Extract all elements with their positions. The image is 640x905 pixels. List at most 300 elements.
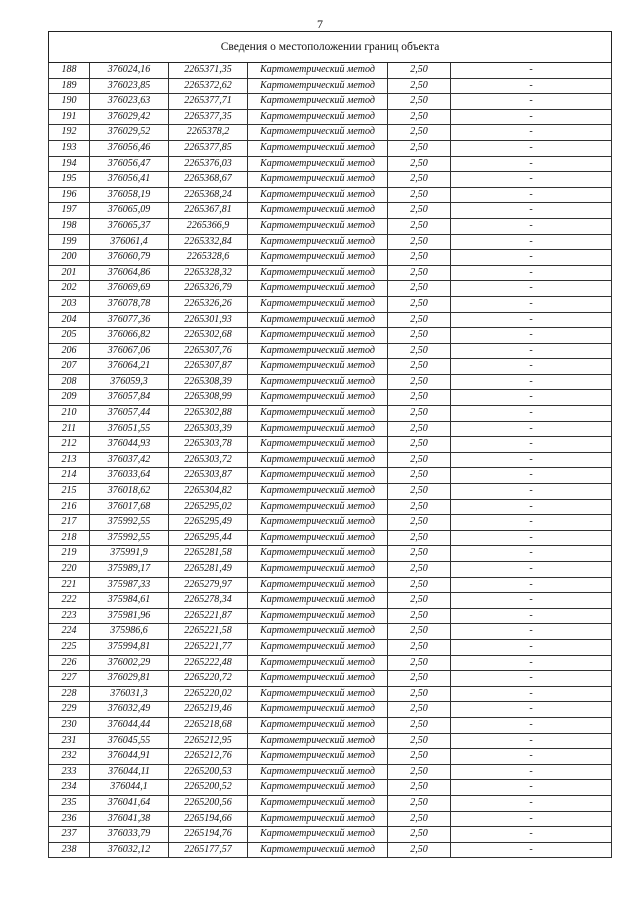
y-coordinate-cell: 2265222,48 bbox=[169, 655, 248, 671]
method-cell: Картометрический метод bbox=[248, 764, 388, 780]
accuracy-cell: 2,50 bbox=[388, 421, 451, 437]
table-row bbox=[49, 639, 612, 655]
description-cell: - bbox=[451, 655, 612, 671]
x-coordinate-cell: 376064,86 bbox=[90, 265, 169, 281]
method-cell: Картометрический метод bbox=[248, 359, 388, 375]
method-cell: Картометрический метод bbox=[248, 296, 388, 312]
accuracy-cell: 2,50 bbox=[388, 437, 451, 453]
y-coordinate-cell: 2265368,24 bbox=[169, 187, 248, 203]
point-number-cell: 211 bbox=[49, 421, 90, 437]
y-coordinate-cell: 2265367,81 bbox=[169, 203, 248, 219]
table-row bbox=[49, 296, 612, 312]
method-cell: Картометрический метод bbox=[248, 187, 388, 203]
table-row bbox=[49, 406, 612, 422]
y-coordinate-cell: 2265279,97 bbox=[169, 577, 248, 593]
point-number-cell: 205 bbox=[49, 328, 90, 344]
boundary-table bbox=[48, 31, 612, 858]
x-coordinate-cell: 376002,29 bbox=[90, 655, 169, 671]
point-number-cell: 212 bbox=[49, 437, 90, 453]
description-cell: - bbox=[451, 530, 612, 546]
accuracy-cell: 2,50 bbox=[388, 94, 451, 110]
description-cell: - bbox=[451, 187, 612, 203]
table-row bbox=[49, 546, 612, 562]
point-number-cell: 229 bbox=[49, 702, 90, 718]
method-cell: Картометрический метод bbox=[248, 780, 388, 796]
method-cell: Картометрический метод bbox=[248, 515, 388, 531]
x-coordinate-cell: 376064,21 bbox=[90, 359, 169, 375]
method-cell: Картометрический метод bbox=[248, 842, 388, 858]
x-coordinate-cell: 376056,41 bbox=[90, 172, 169, 188]
point-number-cell: 225 bbox=[49, 639, 90, 655]
description-cell: - bbox=[451, 78, 612, 94]
description-cell: - bbox=[451, 562, 612, 578]
description-cell: - bbox=[451, 515, 612, 531]
accuracy-cell: 2,50 bbox=[388, 671, 451, 687]
table-row bbox=[49, 234, 612, 250]
accuracy-cell: 2,50 bbox=[388, 811, 451, 827]
y-coordinate-cell: 2265307,76 bbox=[169, 343, 248, 359]
description-cell: - bbox=[451, 156, 612, 172]
accuracy-cell: 2,50 bbox=[388, 593, 451, 609]
y-coordinate-cell: 2265303,78 bbox=[169, 437, 248, 453]
y-coordinate-cell: 2265308,99 bbox=[169, 390, 248, 406]
description-cell: - bbox=[451, 827, 612, 843]
table-row bbox=[49, 499, 612, 515]
accuracy-cell: 2,50 bbox=[388, 63, 451, 79]
y-coordinate-cell: 2265304,82 bbox=[169, 484, 248, 500]
accuracy-cell: 2,50 bbox=[388, 218, 451, 234]
accuracy-cell: 2,50 bbox=[388, 686, 451, 702]
y-coordinate-cell: 2265212,95 bbox=[169, 733, 248, 749]
method-cell: Картометрический метод bbox=[248, 624, 388, 640]
point-number-cell: 189 bbox=[49, 78, 90, 94]
point-number-cell: 191 bbox=[49, 109, 90, 125]
accuracy-cell: 2,50 bbox=[388, 530, 451, 546]
method-cell: Картометрический метод bbox=[248, 172, 388, 188]
y-coordinate-cell: 2265281,58 bbox=[169, 546, 248, 562]
x-coordinate-cell: 376056,46 bbox=[90, 140, 169, 156]
accuracy-cell: 2,50 bbox=[388, 499, 451, 515]
y-coordinate-cell: 2265366,9 bbox=[169, 218, 248, 234]
y-coordinate-cell: 2265278,34 bbox=[169, 593, 248, 609]
accuracy-cell: 2,50 bbox=[388, 639, 451, 655]
accuracy-cell: 2,50 bbox=[388, 562, 451, 578]
method-cell: Картометрический метод bbox=[248, 156, 388, 172]
method-cell: Картометрический метод bbox=[248, 452, 388, 468]
point-number-cell: 214 bbox=[49, 468, 90, 484]
method-cell: Картометрический метод bbox=[248, 562, 388, 578]
description-cell: - bbox=[451, 359, 612, 375]
table-row bbox=[49, 484, 612, 500]
description-cell: - bbox=[451, 811, 612, 827]
y-coordinate-cell: 2265328,6 bbox=[169, 250, 248, 266]
accuracy-cell: 2,50 bbox=[388, 296, 451, 312]
x-coordinate-cell: 375994,81 bbox=[90, 639, 169, 655]
x-coordinate-cell: 376041,38 bbox=[90, 811, 169, 827]
point-number-cell: 201 bbox=[49, 265, 90, 281]
description-cell: - bbox=[451, 484, 612, 500]
x-coordinate-cell: 376023,85 bbox=[90, 78, 169, 94]
accuracy-cell: 2,50 bbox=[388, 717, 451, 733]
accuracy-cell: 2,50 bbox=[388, 842, 451, 858]
accuracy-cell: 2,50 bbox=[388, 234, 451, 250]
description-cell: - bbox=[451, 780, 612, 796]
accuracy-cell: 2,50 bbox=[388, 733, 451, 749]
method-cell: Картометрический метод bbox=[248, 499, 388, 515]
table-row bbox=[49, 530, 612, 546]
accuracy-cell: 2,50 bbox=[388, 406, 451, 422]
accuracy-cell: 2,50 bbox=[388, 827, 451, 843]
table-row bbox=[49, 795, 612, 811]
method-cell: Картометрический метод bbox=[248, 546, 388, 562]
method-cell: Картометрический метод bbox=[248, 234, 388, 250]
y-coordinate-cell: 2265177,57 bbox=[169, 842, 248, 858]
table-row bbox=[49, 390, 612, 406]
description-cell: - bbox=[451, 94, 612, 110]
method-cell: Картометрический метод bbox=[248, 702, 388, 718]
point-number-cell: 199 bbox=[49, 234, 90, 250]
y-coordinate-cell: 2265302,88 bbox=[169, 406, 248, 422]
description-cell: - bbox=[451, 125, 612, 141]
y-coordinate-cell: 2265281,49 bbox=[169, 562, 248, 578]
point-number-cell: 203 bbox=[49, 296, 90, 312]
y-coordinate-cell: 2265368,67 bbox=[169, 172, 248, 188]
accuracy-cell: 2,50 bbox=[388, 468, 451, 484]
y-coordinate-cell: 2265221,87 bbox=[169, 608, 248, 624]
x-coordinate-cell: 375989,17 bbox=[90, 562, 169, 578]
method-cell: Картометрический метод bbox=[248, 577, 388, 593]
accuracy-cell: 2,50 bbox=[388, 265, 451, 281]
x-coordinate-cell: 376023,63 bbox=[90, 94, 169, 110]
accuracy-cell: 2,50 bbox=[388, 515, 451, 531]
description-cell: - bbox=[451, 437, 612, 453]
method-cell: Картометрический метод bbox=[248, 78, 388, 94]
method-cell: Картометрический метод bbox=[248, 795, 388, 811]
point-number-cell: 206 bbox=[49, 343, 90, 359]
method-cell: Картометрический метод bbox=[248, 733, 388, 749]
table-row bbox=[49, 156, 612, 172]
point-number-cell: 200 bbox=[49, 250, 90, 266]
x-coordinate-cell: 375984,61 bbox=[90, 593, 169, 609]
accuracy-cell: 2,50 bbox=[388, 702, 451, 718]
point-number-cell: 192 bbox=[49, 125, 90, 141]
method-cell: Картометрический метод bbox=[248, 717, 388, 733]
point-number-cell: 220 bbox=[49, 562, 90, 578]
table-row bbox=[49, 608, 612, 624]
point-number-cell: 224 bbox=[49, 624, 90, 640]
table-body bbox=[49, 63, 612, 858]
accuracy-cell: 2,50 bbox=[388, 546, 451, 562]
point-number-cell: 216 bbox=[49, 499, 90, 515]
table-row bbox=[49, 421, 612, 437]
table-row bbox=[49, 702, 612, 718]
accuracy-cell: 2,50 bbox=[388, 577, 451, 593]
x-coordinate-cell: 376065,37 bbox=[90, 218, 169, 234]
x-coordinate-cell: 376057,44 bbox=[90, 406, 169, 422]
table-row bbox=[49, 452, 612, 468]
accuracy-cell: 2,50 bbox=[388, 374, 451, 390]
table-title: Сведения о местоположении границ объекта bbox=[49, 32, 612, 63]
method-cell: Картометрический метод bbox=[248, 203, 388, 219]
table-row bbox=[49, 78, 612, 94]
method-cell: Картометрический метод bbox=[248, 749, 388, 765]
table-row bbox=[49, 172, 612, 188]
table-row bbox=[49, 655, 612, 671]
description-cell: - bbox=[451, 296, 612, 312]
y-coordinate-cell: 2265307,87 bbox=[169, 359, 248, 375]
method-cell: Картометрический метод bbox=[248, 140, 388, 156]
y-coordinate-cell: 2265308,39 bbox=[169, 374, 248, 390]
description-cell: - bbox=[451, 639, 612, 655]
point-number-cell: 235 bbox=[49, 795, 90, 811]
y-coordinate-cell: 2265326,26 bbox=[169, 296, 248, 312]
accuracy-cell: 2,50 bbox=[388, 608, 451, 624]
table-row bbox=[49, 780, 612, 796]
x-coordinate-cell: 376078,78 bbox=[90, 296, 169, 312]
method-cell: Картометрический метод bbox=[248, 671, 388, 687]
x-coordinate-cell: 376059,3 bbox=[90, 374, 169, 390]
table-row bbox=[49, 281, 612, 297]
table-row bbox=[49, 733, 612, 749]
table-row bbox=[49, 109, 612, 125]
accuracy-cell: 2,50 bbox=[388, 125, 451, 141]
description-cell: - bbox=[451, 795, 612, 811]
description-cell: - bbox=[451, 671, 612, 687]
table-row bbox=[49, 94, 612, 110]
x-coordinate-cell: 376044,91 bbox=[90, 749, 169, 765]
point-number-cell: 195 bbox=[49, 172, 90, 188]
point-number-cell: 204 bbox=[49, 312, 90, 328]
method-cell: Картометрический метод bbox=[248, 265, 388, 281]
x-coordinate-cell: 376060,79 bbox=[90, 250, 169, 266]
point-number-cell: 197 bbox=[49, 203, 90, 219]
x-coordinate-cell: 376032,12 bbox=[90, 842, 169, 858]
description-cell: - bbox=[451, 406, 612, 422]
accuracy-cell: 2,50 bbox=[388, 187, 451, 203]
method-cell: Картометрический метод bbox=[248, 374, 388, 390]
accuracy-cell: 2,50 bbox=[388, 795, 451, 811]
y-coordinate-cell: 2265371,35 bbox=[169, 63, 248, 79]
description-cell: - bbox=[451, 717, 612, 733]
y-coordinate-cell: 2265295,49 bbox=[169, 515, 248, 531]
method-cell: Картометрический метод bbox=[248, 593, 388, 609]
method-cell: Картометрический метод bbox=[248, 281, 388, 297]
description-cell: - bbox=[451, 218, 612, 234]
description-cell: - bbox=[451, 608, 612, 624]
accuracy-cell: 2,50 bbox=[388, 312, 451, 328]
accuracy-cell: 2,50 bbox=[388, 780, 451, 796]
x-coordinate-cell: 376065,09 bbox=[90, 203, 169, 219]
description-cell: - bbox=[451, 140, 612, 156]
table-row bbox=[49, 749, 612, 765]
point-number-cell: 215 bbox=[49, 484, 90, 500]
method-cell: Картометрический метод bbox=[248, 312, 388, 328]
table-row bbox=[49, 671, 612, 687]
description-cell: - bbox=[451, 281, 612, 297]
accuracy-cell: 2,50 bbox=[388, 484, 451, 500]
point-number-cell: 222 bbox=[49, 593, 90, 609]
table-row bbox=[49, 250, 612, 266]
x-coordinate-cell: 376066,82 bbox=[90, 328, 169, 344]
y-coordinate-cell: 2265200,53 bbox=[169, 764, 248, 780]
point-number-cell: 207 bbox=[49, 359, 90, 375]
table-row bbox=[49, 764, 612, 780]
x-coordinate-cell: 376044,93 bbox=[90, 437, 169, 453]
method-cell: Картометрический метод bbox=[248, 421, 388, 437]
table-row bbox=[49, 593, 612, 609]
accuracy-cell: 2,50 bbox=[388, 624, 451, 640]
point-number-cell: 218 bbox=[49, 530, 90, 546]
point-number-cell: 217 bbox=[49, 515, 90, 531]
point-number-cell: 223 bbox=[49, 608, 90, 624]
x-coordinate-cell: 376029,81 bbox=[90, 671, 169, 687]
y-coordinate-cell: 2265220,72 bbox=[169, 671, 248, 687]
y-coordinate-cell: 2265376,03 bbox=[169, 156, 248, 172]
x-coordinate-cell: 376077,36 bbox=[90, 312, 169, 328]
accuracy-cell: 2,50 bbox=[388, 281, 451, 297]
page-number: 7 bbox=[317, 17, 323, 31]
y-coordinate-cell: 2265377,71 bbox=[169, 94, 248, 110]
table-row bbox=[49, 562, 612, 578]
y-coordinate-cell: 2265303,39 bbox=[169, 421, 248, 437]
x-coordinate-cell: 376041,64 bbox=[90, 795, 169, 811]
point-number-cell: 232 bbox=[49, 749, 90, 765]
accuracy-cell: 2,50 bbox=[388, 764, 451, 780]
y-coordinate-cell: 2265377,35 bbox=[169, 109, 248, 125]
method-cell: Картометрический метод bbox=[248, 437, 388, 453]
accuracy-cell: 2,50 bbox=[388, 655, 451, 671]
point-number-cell: 194 bbox=[49, 156, 90, 172]
description-cell: - bbox=[451, 764, 612, 780]
method-cell: Картометрический метод bbox=[248, 827, 388, 843]
description-cell: - bbox=[451, 312, 612, 328]
description-cell: - bbox=[451, 343, 612, 359]
point-number-cell: 227 bbox=[49, 671, 90, 687]
accuracy-cell: 2,50 bbox=[388, 172, 451, 188]
table-row bbox=[49, 140, 612, 156]
y-coordinate-cell: 2265200,52 bbox=[169, 780, 248, 796]
accuracy-cell: 2,50 bbox=[388, 250, 451, 266]
x-coordinate-cell: 376045,55 bbox=[90, 733, 169, 749]
table-row bbox=[49, 359, 612, 375]
method-cell: Картометрический метод bbox=[248, 109, 388, 125]
point-number-cell: 213 bbox=[49, 452, 90, 468]
description-cell: - bbox=[451, 250, 612, 266]
x-coordinate-cell: 376033,64 bbox=[90, 468, 169, 484]
point-number-cell: 208 bbox=[49, 374, 90, 390]
x-coordinate-cell: 376057,84 bbox=[90, 390, 169, 406]
y-coordinate-cell: 2265212,76 bbox=[169, 749, 248, 765]
table-row bbox=[49, 218, 612, 234]
method-cell: Картометрический метод bbox=[248, 63, 388, 79]
method-cell: Картометрический метод bbox=[248, 655, 388, 671]
point-number-cell: 233 bbox=[49, 764, 90, 780]
method-cell: Картометрический метод bbox=[248, 328, 388, 344]
point-number-cell: 209 bbox=[49, 390, 90, 406]
method-cell: Картометрический метод bbox=[248, 390, 388, 406]
x-coordinate-cell: 376051,55 bbox=[90, 421, 169, 437]
description-cell: - bbox=[451, 328, 612, 344]
y-coordinate-cell: 2265378,2 bbox=[169, 125, 248, 141]
point-number-cell: 202 bbox=[49, 281, 90, 297]
x-coordinate-cell: 375992,55 bbox=[90, 530, 169, 546]
accuracy-cell: 2,50 bbox=[388, 359, 451, 375]
x-coordinate-cell: 376024,16 bbox=[90, 63, 169, 79]
x-coordinate-cell: 376033,79 bbox=[90, 827, 169, 843]
accuracy-cell: 2,50 bbox=[388, 156, 451, 172]
y-coordinate-cell: 2265302,68 bbox=[169, 328, 248, 344]
description-cell: - bbox=[451, 109, 612, 125]
table-row bbox=[49, 63, 612, 79]
x-coordinate-cell: 376017,68 bbox=[90, 499, 169, 515]
table-row bbox=[49, 577, 612, 593]
description-cell: - bbox=[451, 203, 612, 219]
point-number-cell: 198 bbox=[49, 218, 90, 234]
point-number-cell: 210 bbox=[49, 406, 90, 422]
y-coordinate-cell: 2265326,79 bbox=[169, 281, 248, 297]
table-row bbox=[49, 343, 612, 359]
x-coordinate-cell: 376067,06 bbox=[90, 343, 169, 359]
table-row bbox=[49, 827, 612, 843]
table-row bbox=[49, 624, 612, 640]
accuracy-cell: 2,50 bbox=[388, 452, 451, 468]
table-row bbox=[49, 686, 612, 702]
point-number-cell: 237 bbox=[49, 827, 90, 843]
y-coordinate-cell: 2265303,87 bbox=[169, 468, 248, 484]
y-coordinate-cell: 2265372,62 bbox=[169, 78, 248, 94]
x-coordinate-cell: 376069,69 bbox=[90, 281, 169, 297]
x-coordinate-cell: 375992,55 bbox=[90, 515, 169, 531]
table-row bbox=[49, 203, 612, 219]
point-number-cell: 234 bbox=[49, 780, 90, 796]
method-cell: Картометрический метод bbox=[248, 125, 388, 141]
accuracy-cell: 2,50 bbox=[388, 140, 451, 156]
point-number-cell: 231 bbox=[49, 733, 90, 749]
method-cell: Картометрический метод bbox=[248, 218, 388, 234]
description-cell: - bbox=[451, 593, 612, 609]
accuracy-cell: 2,50 bbox=[388, 328, 451, 344]
point-number-cell: 221 bbox=[49, 577, 90, 593]
description-cell: - bbox=[451, 421, 612, 437]
description-cell: - bbox=[451, 546, 612, 562]
y-coordinate-cell: 2265221,58 bbox=[169, 624, 248, 640]
point-number-cell: 230 bbox=[49, 717, 90, 733]
description-cell: - bbox=[451, 749, 612, 765]
table-row bbox=[49, 125, 612, 141]
y-coordinate-cell: 2265295,44 bbox=[169, 530, 248, 546]
table-row bbox=[49, 187, 612, 203]
method-cell: Картометрический метод bbox=[248, 468, 388, 484]
x-coordinate-cell: 375991,9 bbox=[90, 546, 169, 562]
y-coordinate-cell: 2265303,72 bbox=[169, 452, 248, 468]
method-cell: Картометрический метод bbox=[248, 639, 388, 655]
x-coordinate-cell: 376032,49 bbox=[90, 702, 169, 718]
x-coordinate-cell: 376018,62 bbox=[90, 484, 169, 500]
x-coordinate-cell: 376044,1 bbox=[90, 780, 169, 796]
description-cell: - bbox=[451, 234, 612, 250]
x-coordinate-cell: 376029,52 bbox=[90, 125, 169, 141]
y-coordinate-cell: 2265328,32 bbox=[169, 265, 248, 281]
table-row bbox=[49, 842, 612, 858]
table-row bbox=[49, 515, 612, 531]
description-cell: - bbox=[451, 468, 612, 484]
table-row bbox=[49, 468, 612, 484]
accuracy-cell: 2,50 bbox=[388, 109, 451, 125]
method-cell: Картометрический метод bbox=[248, 484, 388, 500]
x-coordinate-cell: 375986,6 bbox=[90, 624, 169, 640]
accuracy-cell: 2,50 bbox=[388, 390, 451, 406]
table-row bbox=[49, 717, 612, 733]
